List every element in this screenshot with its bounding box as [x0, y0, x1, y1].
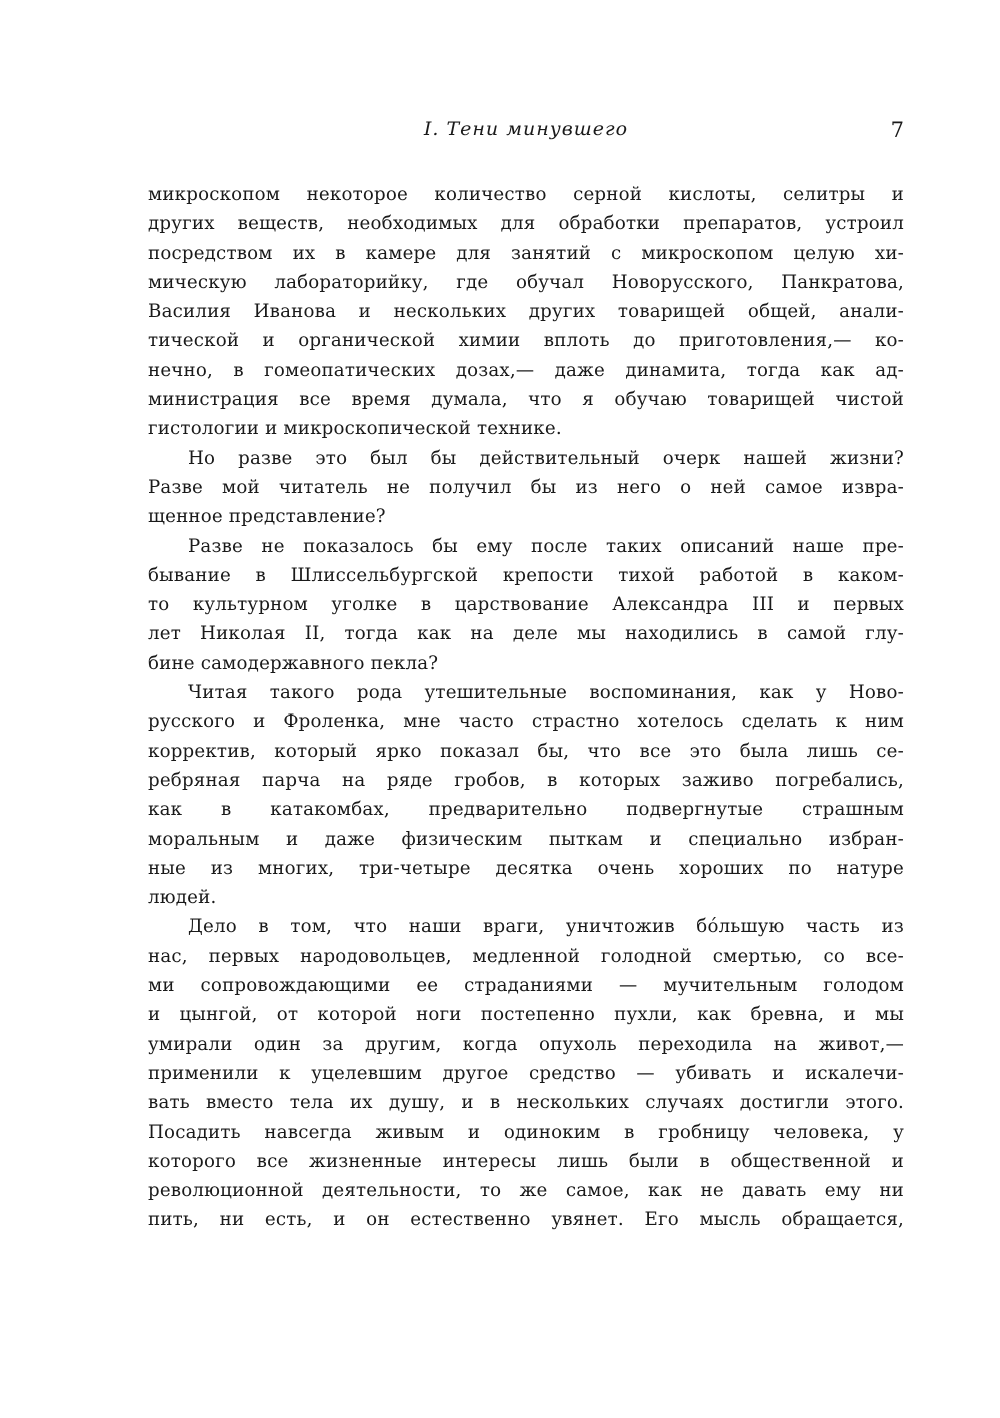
- text-line: то культурном уголке в царствование Александра III и первых: [148, 594, 904, 616]
- text-line: которого все жизненные интересы лишь были в общественной и: [148, 1150, 904, 1172]
- text-line: применили к уцелевшим другое средство — убивать и искалечи-: [148, 1062, 904, 1084]
- text-line: пить, ни есть, и он естественно увянет. Его мысль обращается,: [148, 1209, 904, 1231]
- text-line: лет Николая II, тогда как на деле мы находились в самой глу-: [148, 623, 904, 645]
- text-line: ребряная парча на ряде гробов, в которых заживо погребались,: [148, 769, 904, 791]
- text-line: Дело в том, что наши враги, уничтожив бо́льшую часть из: [188, 916, 904, 938]
- text-line: Читая такого рода утешительные воспоминания, как у Ново-: [188, 682, 904, 704]
- text-line: ные из многих, три-четыре десятка очень хороших по натуре: [148, 857, 904, 879]
- text-line: как в катакомбах, предварительно подвергнутые страшным: [148, 799, 904, 821]
- text-line: мическую лабораторийку, где обучал Новорусского, Панкратова,: [148, 271, 904, 293]
- text-line: корректив, который ярко показал бы, что все это была лишь се-: [148, 740, 904, 762]
- text-line: тической и органической химии вплоть до приготовления,— ко-: [148, 330, 904, 352]
- text-line: микроскопом некоторое количество серной кислоты, селитры и: [148, 184, 904, 205]
- text-line: бывание в Шлиссельбургской крепости тихой работой в каком-: [148, 564, 904, 586]
- text-line: нечно, в гомеопатических дозах,— даже динамита, тогда как ад-: [148, 359, 904, 381]
- text-line: и цынгой, от которой ноги постепенно пухли, как бревна, и мы: [148, 1004, 904, 1026]
- paragraph: [148, 912, 904, 1234]
- text-line: щенное представление?: [148, 506, 386, 528]
- text-line: русского и Фроленка, мне часто страстно хотелось сделать к ним: [148, 711, 904, 733]
- text-line: министрация все время думала, что я обучаю товарищей чистой: [148, 389, 904, 411]
- text-line: умирали один за другим, когда опухоль переходила на живот,—: [148, 1033, 904, 1055]
- text-line: нас, первых народовольцев, медленной голодной смертью, со все-: [148, 945, 904, 967]
- text-line: гистологии и микроскопической технике.: [148, 418, 562, 440]
- page-number: 7: [890, 118, 904, 142]
- text-line: людей.: [148, 887, 217, 909]
- paragraph: [148, 444, 904, 532]
- text-line: Разве мой читатель не получил бы из него о ней самое извра-: [148, 476, 904, 498]
- text-line: бине самодержавного пекла?: [148, 652, 439, 674]
- text-line: других веществ, необходимых для обработки препаратов, устроил: [148, 213, 904, 235]
- text-line: вать вместо тела их душу, и в нескольких случаях достигли этого.: [148, 1092, 904, 1114]
- running-title: I. Тени минувшего: [423, 118, 629, 140]
- paragraph: [148, 678, 904, 912]
- text-line: Василия Иванова и нескольких других товарищей общей, анали-: [148, 301, 904, 323]
- text-line: посредством их в камере для занятий с микроскопом целую хи-: [148, 242, 904, 264]
- text-line: ми сопровождающими ее страданиями — мучительным голодом: [148, 975, 904, 997]
- text-line: Но разве это был бы действительный очерк нашей жизни?: [188, 447, 904, 469]
- paragraph: [148, 180, 904, 444]
- text-line: моральным и даже физическим пыткам и специально избран-: [148, 828, 904, 850]
- paragraph: [148, 532, 904, 678]
- body-text: [148, 180, 904, 1235]
- text-line: Посадить навсегда живым и одиноким в гробницу человека, у: [148, 1121, 904, 1143]
- text-line: Разве не показалось бы ему после таких описаний наше пре-: [188, 535, 904, 557]
- running-head: [148, 118, 904, 148]
- text-line: революционной деятельности, то же самое, как не давать ему ни: [148, 1180, 904, 1202]
